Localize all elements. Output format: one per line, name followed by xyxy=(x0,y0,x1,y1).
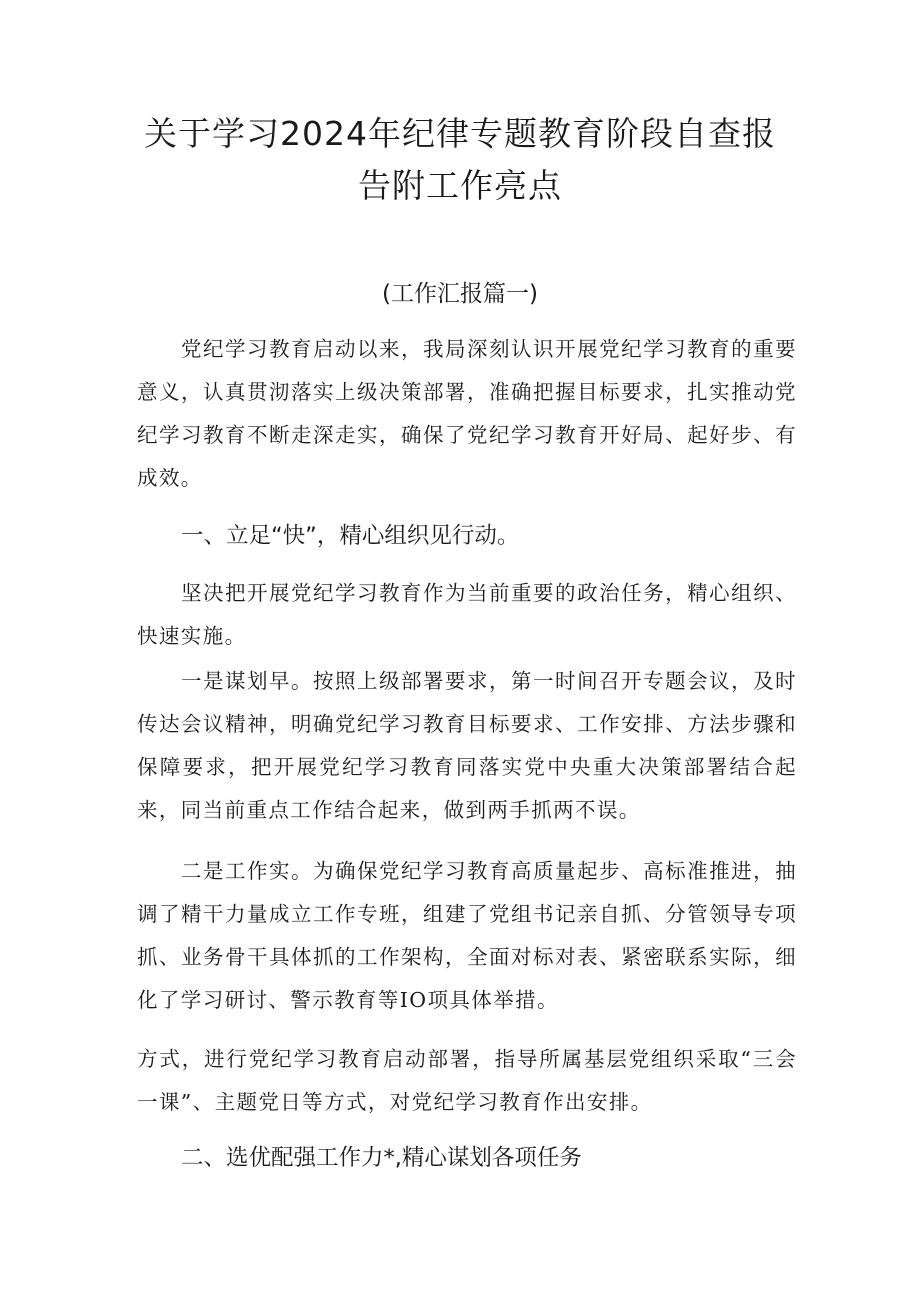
document-title-line-2: 告附工作亮点 xyxy=(358,166,562,205)
document-title-line-1: 关于学习2024年纪律专题教育阶段自查报 xyxy=(144,114,776,153)
paragraph-point-1: 一是谋划早。按照上级部署要求，第一时间召开专题会议，及时传达会议精神，明确党纪学习教育目标要求、工作安排、方法步骤和保障要求，把开展党纪学习教育同落实党中央重大决策部署结合起来，同当前重点工作结合起来，做到两手抓两不误。 xyxy=(137,669,797,822)
section-heading-1: 一、立足“快”，精心组织见行动。 xyxy=(181,523,520,549)
paragraph-continuation: 方式，进行党纪学习教育启动部署，指导所属基层党组织采取“三会一课”、主题党日等方式，对党纪学习教育作出安排。 xyxy=(137,1047,797,1114)
document-subtitle: (工作汇报篇一) xyxy=(382,281,538,307)
paragraph-intro: 党纪学习教育启动以来，我局深刻认识开展党纪学习教育的重要意义，认真贯沏落实上级决策部署，准确把握目标要求，扎实推动党纪学习教育不断走深走实，确保了党纪学习教育开好局、起好步、有成效。 xyxy=(137,337,797,490)
paragraph-point-2: 二是工作实。为确保党纪学习教育高质量起步、高标准推进，抽调了精干力量成立工作专班，组建了党组书记亲自抓、分管领导专项抓、业务骨干具体抓的工作架构，全面对标对表、紧密联系实际，细化了学习研讨、警示教育等IO项具体举措。 xyxy=(137,859,797,1012)
paragraph-section1-intro: 坚决把开展党纪学习教育作为当前重要的政治任务，精心组织、快速实施。 xyxy=(137,581,797,648)
section-heading-2: 二、选优配强工作力*,精心谋划各项任务 xyxy=(181,1145,582,1171)
